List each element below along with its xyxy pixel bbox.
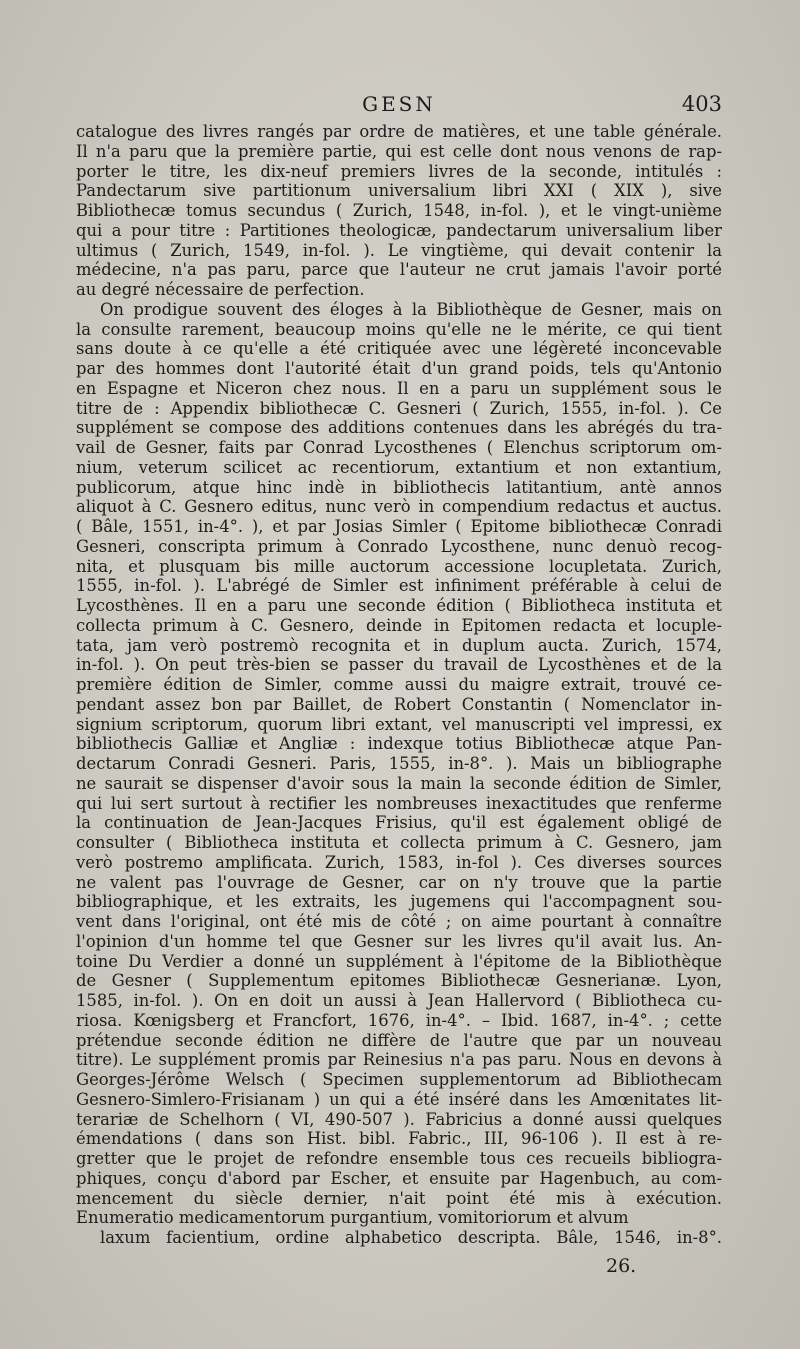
text-line: bibliographique, et les extraits, les jugemens qui l'accompagnent sou- bbox=[76, 892, 722, 912]
text-line: ultimus ( Zurich, 1549, in-fol. ). Le vingtième, qui devait contenir la bbox=[76, 240, 722, 260]
text-line: la continuation de Jean-Jacques Frisius, qu'il est également obligé de bbox=[76, 813, 722, 833]
text-line: gretter que le projet de refondre ensemble tous ces recueils bibliogra- bbox=[76, 1149, 722, 1168]
text-line: Georges-Jérôme Welsch ( Specimen supplementorum ad Bibliothecam bbox=[76, 1070, 722, 1089]
text-line: nium, veterum scilicet ac recentiorum, extantium et non extantium, bbox=[76, 457, 722, 477]
text-line: ( Bâle, 1551, in-4°. ), et par Josias Simler ( Epitome bibliothecæ Conradi bbox=[76, 517, 722, 536]
text-line: vent dans l'original, ont été mis de côté ; on aime pourtant à connaître bbox=[76, 912, 722, 931]
text-line: l'opinion d'un homme tel que Gesner sur les livres qu'il avait lus. An- bbox=[76, 931, 722, 951]
text-line: Il n'a paru que la première partie, qui est celle dont nous venons de rap- bbox=[76, 141, 722, 161]
text-line: terariæ de Schelhorn ( VI, 490-507 ). Fabricius a donné aussi quelques bbox=[76, 1109, 722, 1129]
text-block bbox=[76, 122, 722, 1248]
text-line: prétendue seconde édition ne diffère de l'autre que par un nouveau bbox=[76, 1030, 722, 1050]
text-line: verò postremo amplificata. Zurich, 1583, in-fol ). Ces diverses sources bbox=[76, 852, 722, 872]
text-line: aliquot à C. Gesnero editus, nunc verò in compendium redactus et auctus. bbox=[76, 497, 722, 517]
text-line: sans doute à ce qu'elle a été critiquée avec une légèreté inconcevable bbox=[76, 339, 722, 359]
text-line: au degré nécessaire de perfection. bbox=[76, 280, 365, 299]
signature-mark: 26. bbox=[606, 1255, 637, 1277]
text-line: Enumeratio medicamentorum purgantium, vomitoriorum et alvum bbox=[76, 1208, 629, 1228]
text-line: médecine, n'a pas paru, parce que l'auteur ne crut jamais l'avoir porté bbox=[76, 260, 722, 280]
text-line: in-fol. ). On peut très-bien se passer du travail de Lycosthènes et de la bbox=[76, 655, 722, 675]
text-line: ne valent pas l'ouvrage de Gesner, car on n'y trouve que la partie bbox=[76, 872, 722, 892]
text-line: bibliothecis Galliæ et Angliæ : indexque totius Bibliothecæ atque Pan- bbox=[76, 734, 722, 754]
text-line: publicorum, atque hinc indè in bibliothecis latitantium, antè annos bbox=[76, 477, 722, 497]
text-line: riosa. Kœnigsberg et Francfort, 1676, in-4°. – Ibid. 1687, in-4°. ; cette bbox=[76, 1010, 722, 1030]
text-line: signium scriptorum, quorum libri extant, vel manuscripti vel impressi, ex bbox=[76, 714, 722, 734]
text-line: ne saurait se dispenser d'avoir sous la main la seconde édition de Simler, bbox=[76, 773, 722, 793]
text-line: catalogue des livres rangés par ordre de matières, et une table générale. bbox=[76, 122, 722, 141]
text-line: émendations ( dans son Hist. bibl. Fabric., III, 96-106 ). Il est à re- bbox=[76, 1129, 722, 1149]
text-line: laxum facientium, ordine alphabetico descripta. Bâle, 1546, in-8°. bbox=[100, 1228, 722, 1247]
text-line: en Espagne et Niceron chez nous. Il en a paru un supplément sous le bbox=[76, 378, 722, 398]
text-line: Gesneri, conscripta primum à Conrado Lycosthene, nunc denuò recog- bbox=[76, 536, 722, 556]
text-line: la consulte rarement, beaucoup moins qu'elle ne le mérite, ce qui tient bbox=[76, 319, 722, 339]
text-line: par des hommes dont l'autorité était d'un grand poids, tels qu'Antonio bbox=[76, 359, 722, 378]
text-line: qui lui sert surtout à rectifier les nombreuses inexactitudes que renferme bbox=[76, 793, 722, 813]
text-line: Bibliothecæ tomus secundus ( Zurich, 1548, in-fol. ), et le vingt-unième bbox=[76, 201, 722, 220]
text-line: porter le titre, les dix-neuf premiers livres de la seconde, intitulés : bbox=[76, 161, 722, 181]
text-line: 1555, in-fol. ). L'abrégé de Simler est infiniment préférable à celui de bbox=[76, 576, 722, 596]
text-line: Gesnero-Simlero-Frisianam ) un qui a été inséré dans les Amœnitates lit- bbox=[76, 1089, 722, 1109]
text-line: mencement du siècle dernier, n'ait point été mis à exécution. bbox=[76, 1188, 722, 1208]
text-line: toine Du Verdier a donné un supplément à l'épitome de la Bibliothèque bbox=[76, 951, 722, 971]
text-line: nita, et plusquam bis mille auctorum accessione locupletata. Zurich, bbox=[76, 556, 722, 576]
text-line: phiques, conçu d'abord par Escher, et ensuite par Hagenbuch, au com- bbox=[76, 1168, 722, 1188]
text-line: Lycosthènes. Il en a paru une seconde édition ( Bibliotheca instituta et bbox=[76, 596, 722, 615]
text-line: pendant assez bon par Baillet, de Robert Constantin ( Nomenclator in- bbox=[76, 694, 722, 714]
text-line: supplément se compose des additions contenues dans les abrégés du tra- bbox=[76, 418, 722, 438]
text-line: tata, jam verò postremò recognita et in duplum aucta. Zurich, 1574, bbox=[76, 635, 722, 655]
text-line: titre). Le supplément promis par Reinesius n'a pas paru. Nous en devons à bbox=[76, 1050, 722, 1070]
text-line: collecta primum à C. Gesnero, deinde in Epitomen redacta et locuple- bbox=[76, 615, 722, 635]
page-number: 403 bbox=[681, 92, 722, 116]
text-line: titre de : Appendix bibliothecæ C. Gesneri ( Zurich, 1555, in-fol. ). Ce bbox=[76, 398, 722, 418]
running-head-title: GESN bbox=[362, 92, 436, 116]
text-line: dectarum Conradi Gesneri. Paris, 1555, in-8°. ). Mais un bibliographe bbox=[76, 754, 722, 773]
text-line: On prodigue souvent des éloges à la Bibliothèque de Gesner, mais on bbox=[100, 299, 722, 319]
text-line: 1585, in-fol. ). On en doit un aussi à Jean Hallervord ( Bibliotheca cu- bbox=[76, 991, 722, 1010]
text-line: première édition de Simler, comme aussi du maigre extrait, trouvé ce- bbox=[76, 675, 722, 694]
text-line: vail de Gesner, faits par Conrad Lycosthenes ( Elenchus scriptorum om- bbox=[76, 438, 722, 457]
text-line: consulter ( Bibliotheca instituta et collecta primum à C. Gesnero, jam bbox=[76, 833, 722, 852]
text-line: qui a pour titre : Partitiones theologicæ, pandectarum universalium liber bbox=[76, 220, 722, 240]
text-line: de Gesner ( Supplementum epitomes Bibliothecæ Gesnerianæ. Lyon, bbox=[76, 971, 722, 991]
text-line: Pandectarum sive partitionum universalium libri XXI ( XIX ), sive bbox=[76, 181, 722, 201]
running-head bbox=[76, 92, 722, 122]
